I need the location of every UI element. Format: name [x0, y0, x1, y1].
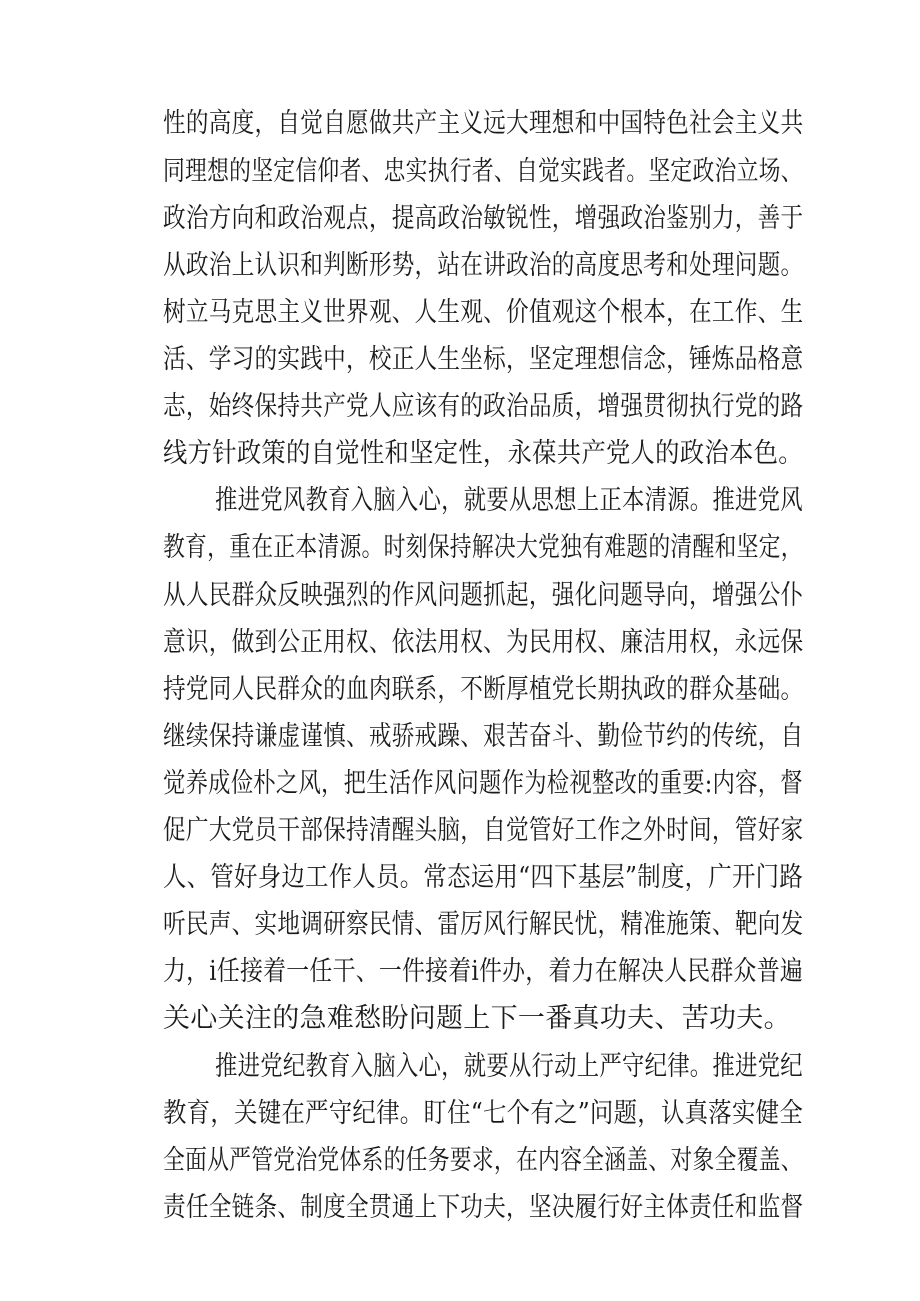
text-line: 从人民群众反映强烈的作风问题抓起，强化问题导向，增强公仆 — [163, 580, 804, 611]
text-line: 从政治上认识和判断形势，站在讲政治的高度思考和处理问题。 — [163, 250, 804, 281]
text-line: 政治方向和政治观点，提高政治敏锐性，增强政治鉴别力，善于 — [163, 203, 804, 234]
text-line: 志，始终保持共产党人应该有的政治品质，增强贯彻执行党的路 — [163, 391, 804, 422]
text-line: 力，i任接着一任干、一件接着i件办，着力在解决人民群众普遍 — [163, 956, 804, 987]
text-line: 全面从严管党治党体系的任务要求，在内容全涵盖、对象全覆盖、 — [163, 1145, 803, 1176]
text-line: 关心关注的急难愁盼问题上下一番真功夫、苦功夫。 — [163, 1003, 791, 1034]
text-line: 性的高度，自觉自愿做共产主义远大理想和中国特色社会主义共 — [163, 108, 804, 139]
text-line: 觉养成俭朴之风，把生活作风问题作为检视整改的重要:内容，督 — [163, 768, 803, 799]
text-line: 同理想的坚定信仰者、忠实执行者、自觉实践者。坚定政治立场、 — [163, 156, 803, 187]
text-line: 意识，做到公正用权、依法用权、为民用权、廉洁用权，永远保 — [163, 627, 804, 658]
text-line: 线方针政策的自觉性和坚定性，永葆共产党人的政治本色。 — [163, 438, 803, 469]
paragraph-first-line: 推进党风教育入脑入心，就要从思想上正本清源。推进党风 — [215, 485, 803, 516]
text-line: 促广大党员干部保持清醒头脑，自觉管好工作之外时间，管好家 — [163, 815, 804, 846]
text-line: 活、学习的实践中，校正人生坐标，坚定理想信念，锤炼品格意 — [163, 344, 804, 375]
paragraph-first-line: 推进党纪教育入脑入心，就要从行动上严守纪律。推进党纪 — [215, 1051, 803, 1082]
text-line: 教育，关键在严守纪律。盯住“七个有之”问题，认真落实健全 — [163, 1098, 804, 1129]
text-line: 树立马克思主义世界观、人生观、价值观这个根本，在工作、生 — [163, 297, 804, 328]
text-line: 教育，重在正本清源。时刻保持解决大党独有难题的清醒和坚定， — [163, 532, 803, 563]
text-line: 听民声、实地调研察民情、雷厉风行解民忧，精准施策、靶向发 — [163, 909, 804, 940]
text-line: 责任全链条、制度全贯通上下功夫，坚决履行好主体责任和监督 — [163, 1192, 804, 1223]
text-line: 继续保持谦虚谨慎、戒骄戒躁、艰苦奋斗、勤俭节约的传统，自 — [163, 721, 804, 752]
text-line: 持党同人民群众的血肉联系，不断厚植党长期执政的群众基础。 — [163, 674, 804, 705]
text-line: 人、管好身边工作人员。常态运用“四下基层”制度，广开门路 — [163, 862, 804, 893]
